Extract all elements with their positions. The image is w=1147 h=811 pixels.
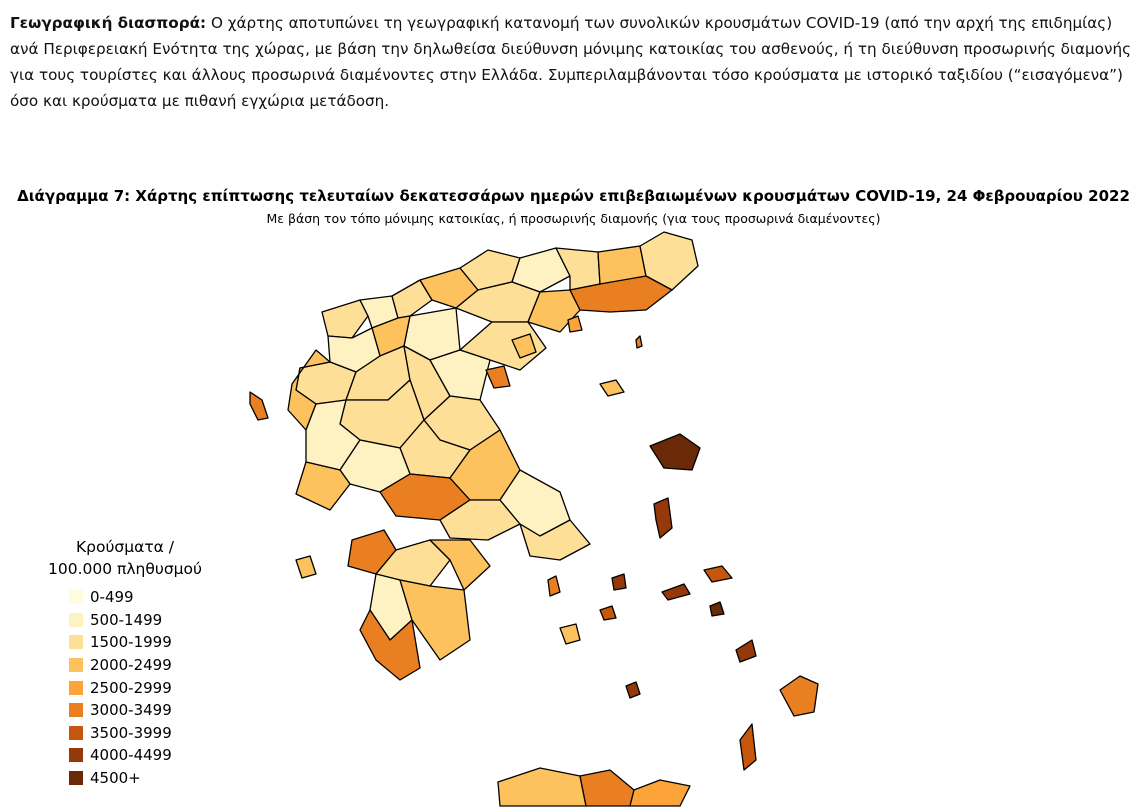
legend-swatch (68, 770, 84, 786)
map-region (560, 624, 580, 644)
legend-item (68, 767, 230, 790)
map-region (736, 640, 756, 662)
legend-item-label: 3500-3999 (90, 723, 172, 742)
legend-item-label: 0-499 (90, 588, 134, 607)
map-region (710, 602, 724, 616)
legend-items (68, 586, 230, 789)
legend-item-label: 4000-4499 (90, 746, 172, 765)
map-region (626, 682, 640, 698)
legend-item-label: 3000-3499 (90, 701, 172, 720)
map-region (296, 556, 316, 578)
map-region (636, 336, 642, 348)
map-region (498, 768, 586, 806)
legend-item (68, 609, 230, 632)
legend-swatch (68, 589, 84, 605)
map-region (630, 780, 690, 806)
legend-item (68, 676, 230, 699)
map-region (780, 676, 818, 716)
legend-item (68, 654, 230, 677)
legend-item-label: 2000-2499 (90, 656, 172, 675)
intro-text: Ο χάρτης αποτυπώνει τη γεωγραφική κατανομή των συνολικών κρουσμάτων COVID-19 (από την αρχή της επιδημίας) ανά Περιφερειακή Ενότητα της χώρας, με βάση την δηλωθείσα διεύθυνση μόνιμης κατοικίας του ασθενούς, ή τη διεύθυνση προσωρινής διαμονής για τους τουρίστες και άλλους προσωρινά διαμένοντες στην Ελλάδα. Συμπεριλαμβάνονται τόσο κρούσματα με ιστορικό ταξιδίου (“εισαγόμενα”) όσο και κρούσματα με πιθανή εγχώρια μετάδοση. (10, 14, 1131, 110)
map-region (650, 434, 700, 470)
legend-swatch (68, 634, 84, 650)
legend-item-label: 1500-1999 (90, 633, 172, 652)
legend-item (68, 699, 230, 722)
legend-swatch (68, 725, 84, 741)
map-region (486, 366, 510, 388)
figure-title: Διάγραμμα 7: Χάρτης επίπτωσης τελευταίων δεκατεσσάρων ημερών επιβεβαιωμένων κρουσμάτων COVID-19, 24 Φεβρουαρίου 2022 (17, 187, 1130, 205)
legend-item (68, 586, 230, 609)
legend-item-label: 500-1499 (90, 610, 163, 629)
legend-item (68, 722, 230, 745)
map-region (740, 724, 756, 770)
legend-item (68, 631, 230, 654)
intro-paragraph (10, 10, 1140, 114)
legend-swatch (68, 657, 84, 673)
map-region (580, 770, 634, 806)
legend-title-line2: 100.000 πληθυσμού (48, 560, 202, 578)
legend-title (40, 536, 210, 580)
legend-swatch (68, 612, 84, 628)
legend-item (68, 744, 230, 767)
map-region (612, 574, 626, 590)
map-region (662, 584, 690, 600)
map-region (600, 380, 624, 396)
legend-title-line1: Κρούσματα / (75, 538, 175, 556)
legend-item-label: 4500+ (90, 769, 141, 788)
legend-item-label: 2500-2999 (90, 678, 172, 697)
map-region (250, 392, 268, 420)
legend-swatch (68, 680, 84, 696)
map-region (600, 606, 616, 620)
legend-swatch (68, 747, 84, 763)
map-region (322, 300, 368, 338)
intro-label: Γεωγραφική διασπορά: (10, 14, 207, 32)
map-region (704, 566, 732, 582)
map-region (654, 498, 672, 538)
figure-subtitle: Με βάση τον τόπο μόνιμης κατοικίας, ή προσωρινής διαμονής (για τους προσωρινά διαμένοντες) (266, 211, 881, 226)
map-region (548, 576, 560, 596)
map-legend (40, 536, 230, 789)
legend-swatch (68, 702, 84, 718)
